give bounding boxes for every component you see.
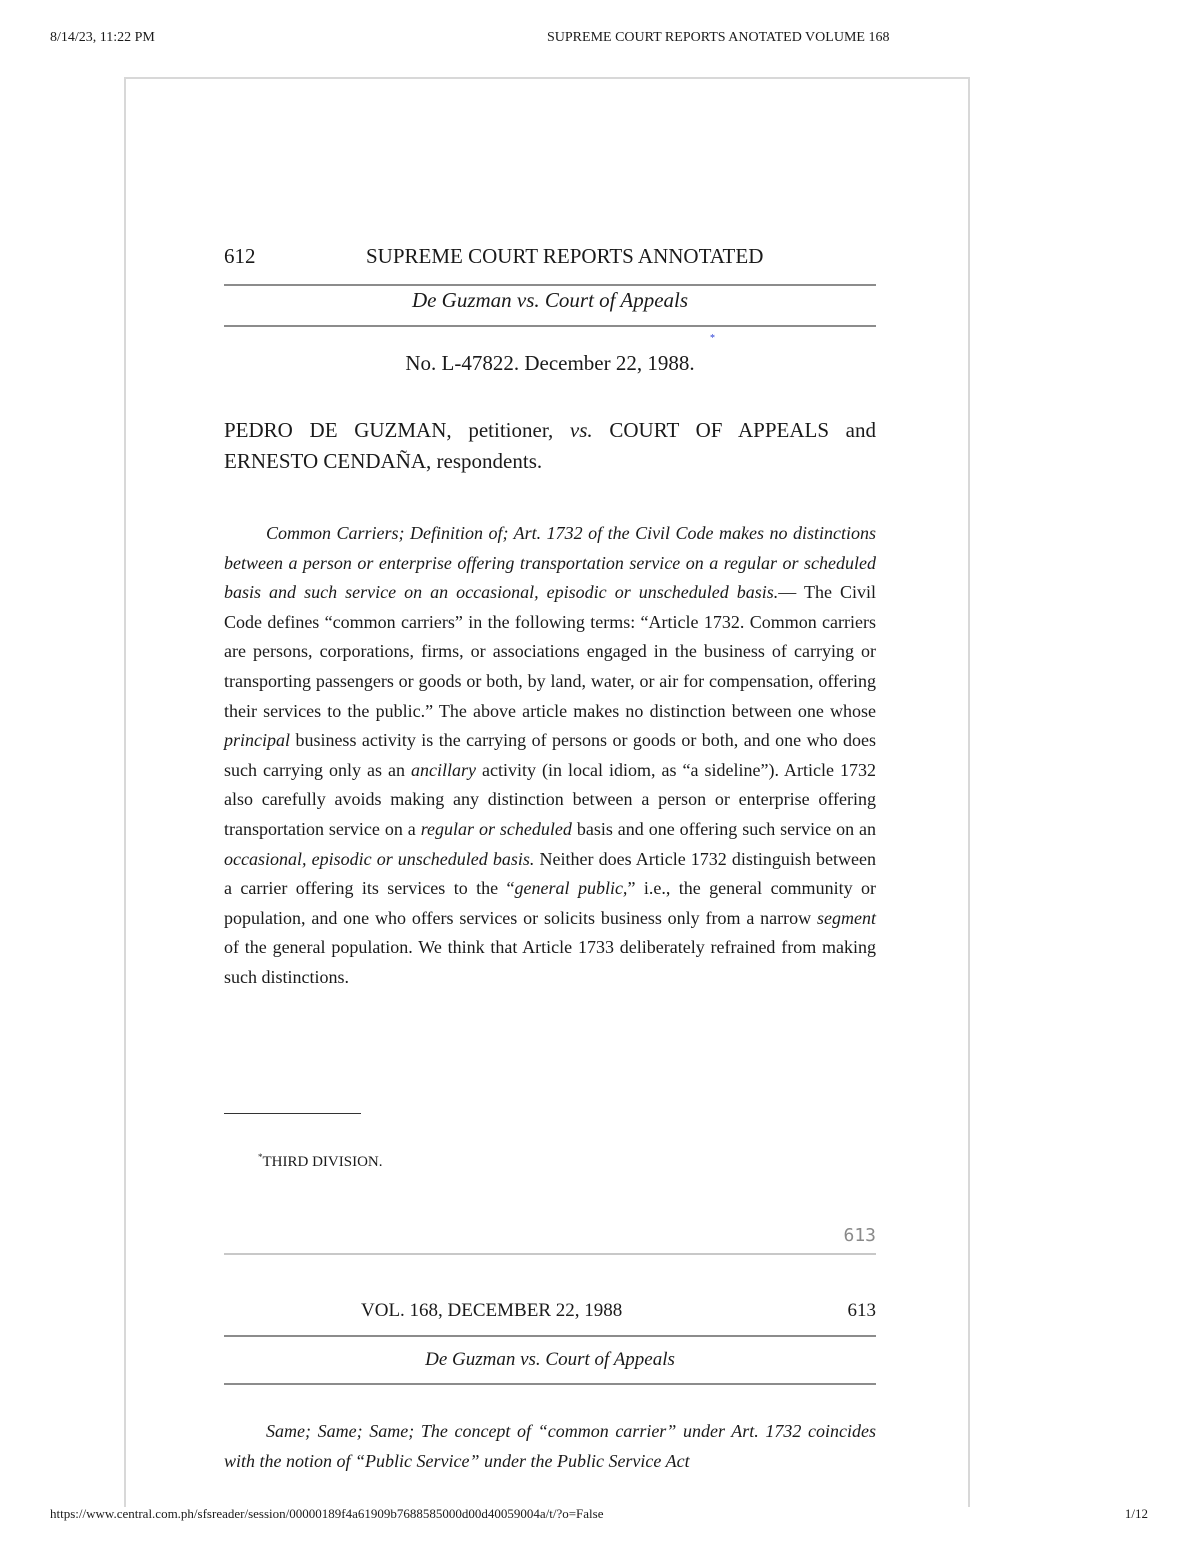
case-short-title-613: De Guzman vs. Court of Appeals	[425, 1349, 675, 1370]
syllabus-text: — The Civil Code defines “common carriers” in the following terms: “Article 1732. Common carriers are persons, corporations, firms, or associations engaged in the business of carrying or transporting passengers or goods or both, by land, water, or air for compensation, offering their services to the public.” The above article makes no distinction between one whose	[224, 582, 876, 721]
syllabus-emphasis: ancillary	[411, 759, 477, 780]
syllabus-emphasis: general public,	[514, 878, 628, 899]
syllabus-emphasis: regular or scheduled	[420, 818, 572, 839]
print-page-count: 1/12	[1124, 1506, 1148, 1521]
case-short-title: De Guzman vs. Court of Appeals	[411, 288, 689, 312]
page-break-marker: 613	[843, 1225, 876, 1246]
footnote-marker: *	[258, 1152, 263, 1162]
header-rule	[224, 284, 876, 286]
syllabus-text: ” i.e., the general community or population, and one who offers services or solicits business only from a narrow	[224, 878, 876, 928]
syllabus-emphasis: occasional, episodic or unscheduled basis.	[224, 848, 535, 869]
syllabus-paragraph-613: Same; Same; Same; The concept of “common carrier” under Art. 1732 coincides with the notion of “Public Service” under the Public Service Act	[224, 1421, 876, 1471]
petitioner-role: , petitioner,	[446, 418, 570, 442]
syllabus-text: Neither does Article 1732 distinguish between a carrier offering its services to the “	[224, 848, 876, 899]
case-number: No. L-47822. December 22, 1988.	[405, 351, 695, 375]
respondents-role: , respondents.	[426, 449, 543, 473]
syllabus-headnote: Common Carriers; Definition of; Art. 1732 of the Civil Code makes no distinctions between a person or enterprise offering transportation service on a regular or scheduled basis and such service on an occasional, episodic or unscheduled basis.	[224, 523, 876, 603]
footnote-rule	[224, 1113, 361, 1114]
syllabus-text: basis and one offering such service on an	[571, 818, 877, 839]
print-footer	[50, 1506, 1150, 1526]
print-title: SUPREME COURT REPORTS ANOTATED VOLUME 168	[547, 30, 890, 45]
document-sheet	[124, 77, 970, 1507]
header-rule-613-bottom	[224, 1383, 876, 1385]
footnote	[258, 1152, 383, 1171]
print-datetime: 8/14/23, 11:22 PM	[50, 30, 155, 45]
reporter-title: SUPREME COURT REPORTS ANNOTATED	[366, 244, 764, 268]
page-number-613: 613	[847, 1300, 876, 1321]
header-rule-bottom	[224, 325, 876, 327]
running-head-613	[224, 1300, 876, 1328]
syllabus-emphasis: segment	[817, 907, 876, 928]
syllabus-text: business activity is the carrying of persons or goods or both, and one who does such carrying only as an	[224, 730, 876, 780]
footnote-text: THIRD DIVISION.	[262, 1154, 383, 1170]
page-number: 612	[224, 244, 256, 268]
print-url[interactable]: https://www.central.com.ph/sfsreader/session/00000189f4a61909b7688585000d00d40059004a/t/?o=False	[50, 1506, 604, 1521]
syllabus-emphasis: principal	[224, 730, 290, 751]
header-rule-613	[224, 1335, 876, 1337]
syllabus-paragraph	[224, 519, 876, 993]
syllabus-text: activity (in local idiom, as “a sideline”). Article 1732 also carefully avoids making any distinction between a person or enterprise offering transportation service on a	[224, 759, 877, 839]
case-parties	[224, 415, 876, 477]
running-head	[224, 244, 876, 276]
versus: vs.	[569, 418, 593, 442]
respondents-name: COURT OF APPEALS and ERNESTO CENDAÑA	[224, 418, 877, 473]
print-header	[50, 30, 1150, 50]
syllabus-text: of the general population. We think that Article 1733 deliberately refrained from making such distinctions.	[224, 937, 876, 987]
page-break-rule	[224, 1253, 876, 1255]
petitioner-name: PEDRO DE GUZMAN	[224, 418, 447, 442]
footnote-reference-link[interactable]: *	[710, 333, 715, 344]
volume-line: VOL. 168, DECEMBER 22, 1988	[361, 1300, 623, 1321]
